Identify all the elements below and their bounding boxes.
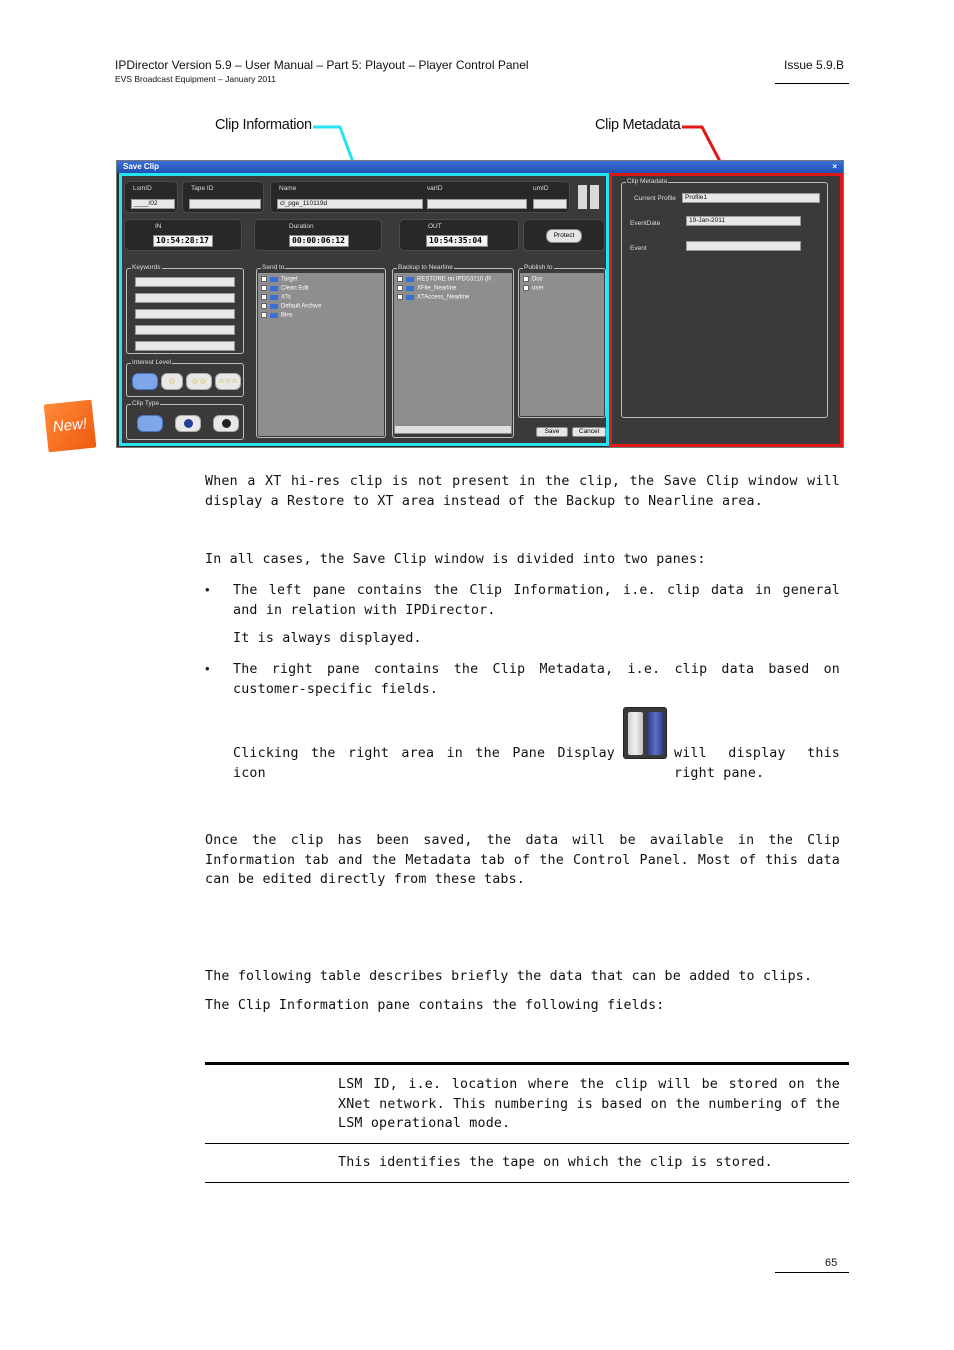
clip-information-pane — [119, 173, 609, 446]
event-field[interactable] — [686, 241, 801, 251]
pane-display-icon — [623, 707, 667, 759]
clip-type-default-button[interactable] — [137, 415, 163, 432]
list-item[interactable]: RESTORE on IPDS3210 (R — [397, 276, 491, 283]
close-icon[interactable]: × — [832, 162, 837, 171]
clip-type-record-button[interactable] — [213, 415, 239, 432]
clip-metadata-title: Clip Metadata — [627, 178, 668, 185]
clip-metadata-group — [621, 178, 828, 418]
paragraph-fields-intro: The Clip Information pane contains the following fields: — [205, 998, 665, 1013]
varid-field[interactable] — [427, 199, 527, 209]
lsmid-box — [124, 181, 178, 213]
page-number: 65 — [825, 1257, 838, 1269]
out-label: OUT — [428, 223, 442, 230]
name-field[interactable]: cl_pge_110119d — [277, 199, 423, 209]
send-to-title: Send to — [262, 264, 285, 271]
list-item[interactable]: Doc — [523, 276, 543, 283]
pane-display-note-a: Clicking the right area in the Pane Display icon — [233, 746, 615, 781]
clip-type-title: Clip Type — [132, 400, 159, 407]
current-profile-label: Current Profile — [634, 195, 676, 202]
eventdate-picker[interactable]: 19-Jan-2011 — [686, 216, 801, 226]
backup-title: Backup to Nearline — [398, 264, 453, 271]
cancel-button[interactable]: Cancel — [572, 427, 606, 437]
table-bottom-rule — [205, 1182, 849, 1183]
bullet-right-pane: The right pane contains the Clip Metadata, i.e. clip data based on customer-specific fields. — [233, 662, 840, 697]
save-button[interactable]: Save — [536, 427, 568, 437]
protect-button[interactable]: Protect — [546, 229, 582, 243]
list-item[interactable]: Target — [261, 276, 298, 283]
clip-type-group — [126, 400, 244, 440]
publish-title: Publish to — [524, 264, 553, 271]
send-to-list — [258, 273, 384, 436]
paragraph-after-save: Once the clip has been saved, the data will be available in the Clip Information tab and the Metadata tab of the Control Panel. Most of this data can be edited directly from these tabs. — [205, 833, 840, 888]
backup-group — [392, 264, 514, 438]
tapeid-field[interactable] — [189, 199, 261, 209]
bullet-left-pane-note: It is always displayed. — [233, 631, 422, 646]
interest-level-none-button[interactable] — [132, 373, 158, 390]
keyword-field[interactable] — [135, 341, 235, 351]
name-box — [270, 181, 570, 213]
list-item[interactable]: XTAccess_Nearline — [397, 294, 469, 301]
send-to-group — [256, 264, 386, 438]
interest-level-group — [126, 359, 244, 397]
duration-box — [254, 219, 382, 251]
backup-list — [394, 273, 512, 425]
keyword-field[interactable] — [135, 325, 235, 335]
interest-level-2-button[interactable]: ☆☆ — [186, 373, 212, 390]
name-label: Name — [279, 185, 297, 192]
pane-display-toggle-icon[interactable] — [578, 185, 600, 209]
footer-rule — [775, 1272, 849, 1273]
list-item[interactable]: XFile_Nearline — [397, 285, 456, 292]
list-item[interactable]: XTs — [261, 294, 291, 301]
record-icon — [222, 419, 231, 428]
interest-level-title: Interest Level — [132, 359, 172, 366]
document-header-title: IPDirector Version 5.9 – User Manual – Part 5: Playout – Player Control Panel — [115, 58, 529, 72]
horizontal-scrollbar[interactable] — [394, 425, 512, 434]
paragraph-restore-note: When a XT hi-res clip is not present in the clip, the Save Clip window will display a Restore to XT area instead of the Backup to Nearline area. — [205, 474, 840, 509]
duration-timecode[interactable]: 00:00:06:12 — [289, 235, 349, 247]
publish-group — [518, 264, 606, 418]
table-row-rule — [205, 1143, 849, 1144]
list-item[interactable]: Bins — [261, 312, 293, 319]
window-titlebar — [117, 161, 843, 173]
keyword-field[interactable] — [135, 293, 235, 303]
interest-level-1-button[interactable]: ☆ — [161, 373, 183, 390]
clip-metadata-pane — [609, 173, 843, 447]
umid-label: umID — [533, 185, 549, 192]
keywords-title: Keywords — [132, 264, 161, 271]
keyword-field[interactable] — [135, 277, 235, 287]
list-item[interactable]: Default Archive — [261, 303, 321, 310]
bullet-marker: • — [205, 582, 210, 597]
table-field-description: LSM ID, i.e. location where the clip will be stored on the XNet network. This numbering is based on the numbering of the LSM operational mode. — [338, 1077, 840, 1132]
publish-list — [520, 273, 604, 416]
keyword-field[interactable] — [135, 309, 235, 319]
issue-number: Issue 5.9.B — [784, 58, 845, 72]
varid-label: varID — [427, 185, 443, 192]
clip-type-play-button[interactable] — [175, 415, 201, 432]
out-box — [399, 219, 519, 251]
callout-clip-information: Clip Information — [215, 117, 312, 133]
table-top-rule — [205, 1062, 849, 1065]
umid-field[interactable] — [533, 199, 567, 209]
in-box — [124, 219, 242, 251]
table-field-description: This identifies the tape on which the clip is stored. — [338, 1155, 773, 1170]
bullet-marker: • — [205, 661, 210, 676]
tapeid-box — [182, 181, 264, 213]
out-timecode[interactable]: 10:54:35:04 — [426, 235, 488, 247]
in-timecode[interactable]: 10:54:28:17 — [153, 235, 213, 247]
play-icon — [184, 419, 193, 428]
list-item[interactable]: user — [523, 285, 544, 292]
lsmid-label: LsmID — [133, 185, 152, 192]
interest-level-3-button[interactable]: ☆☆☆ — [215, 373, 241, 390]
protect-box — [523, 219, 605, 251]
event-label: Event — [630, 245, 647, 252]
list-item[interactable]: Clean Edit — [261, 285, 309, 292]
bullet-left-pane: The left pane contains the Clip Information, i.e. clip data in general and in relation with IPDirector. — [233, 583, 840, 618]
lsmid-field[interactable]: ____/02 — [131, 199, 175, 209]
callout-clip-metadata: Clip Metadata — [595, 117, 681, 133]
pane-display-note-b: will display this right pane. — [674, 746, 840, 781]
tapeid-label: Tape ID — [191, 185, 214, 192]
paragraph-panes-intro: In all cases, the Save Clip window is divided into two panes: — [205, 552, 706, 567]
in-label: IN — [155, 223, 162, 230]
eventdate-label: EventDate — [630, 220, 661, 227]
current-profile-select[interactable]: Profile1 — [682, 193, 820, 203]
new-badge: New! — [44, 400, 97, 453]
window-title: Save Clip — [123, 162, 160, 171]
document-header-subtitle: EVS Broadcast Equipment – January 2011 — [115, 74, 276, 84]
keywords-group — [126, 264, 244, 354]
duration-label: Duration — [289, 223, 314, 230]
paragraph-table-intro: The following table describes briefly the data that can be added to clips. — [205, 969, 813, 984]
